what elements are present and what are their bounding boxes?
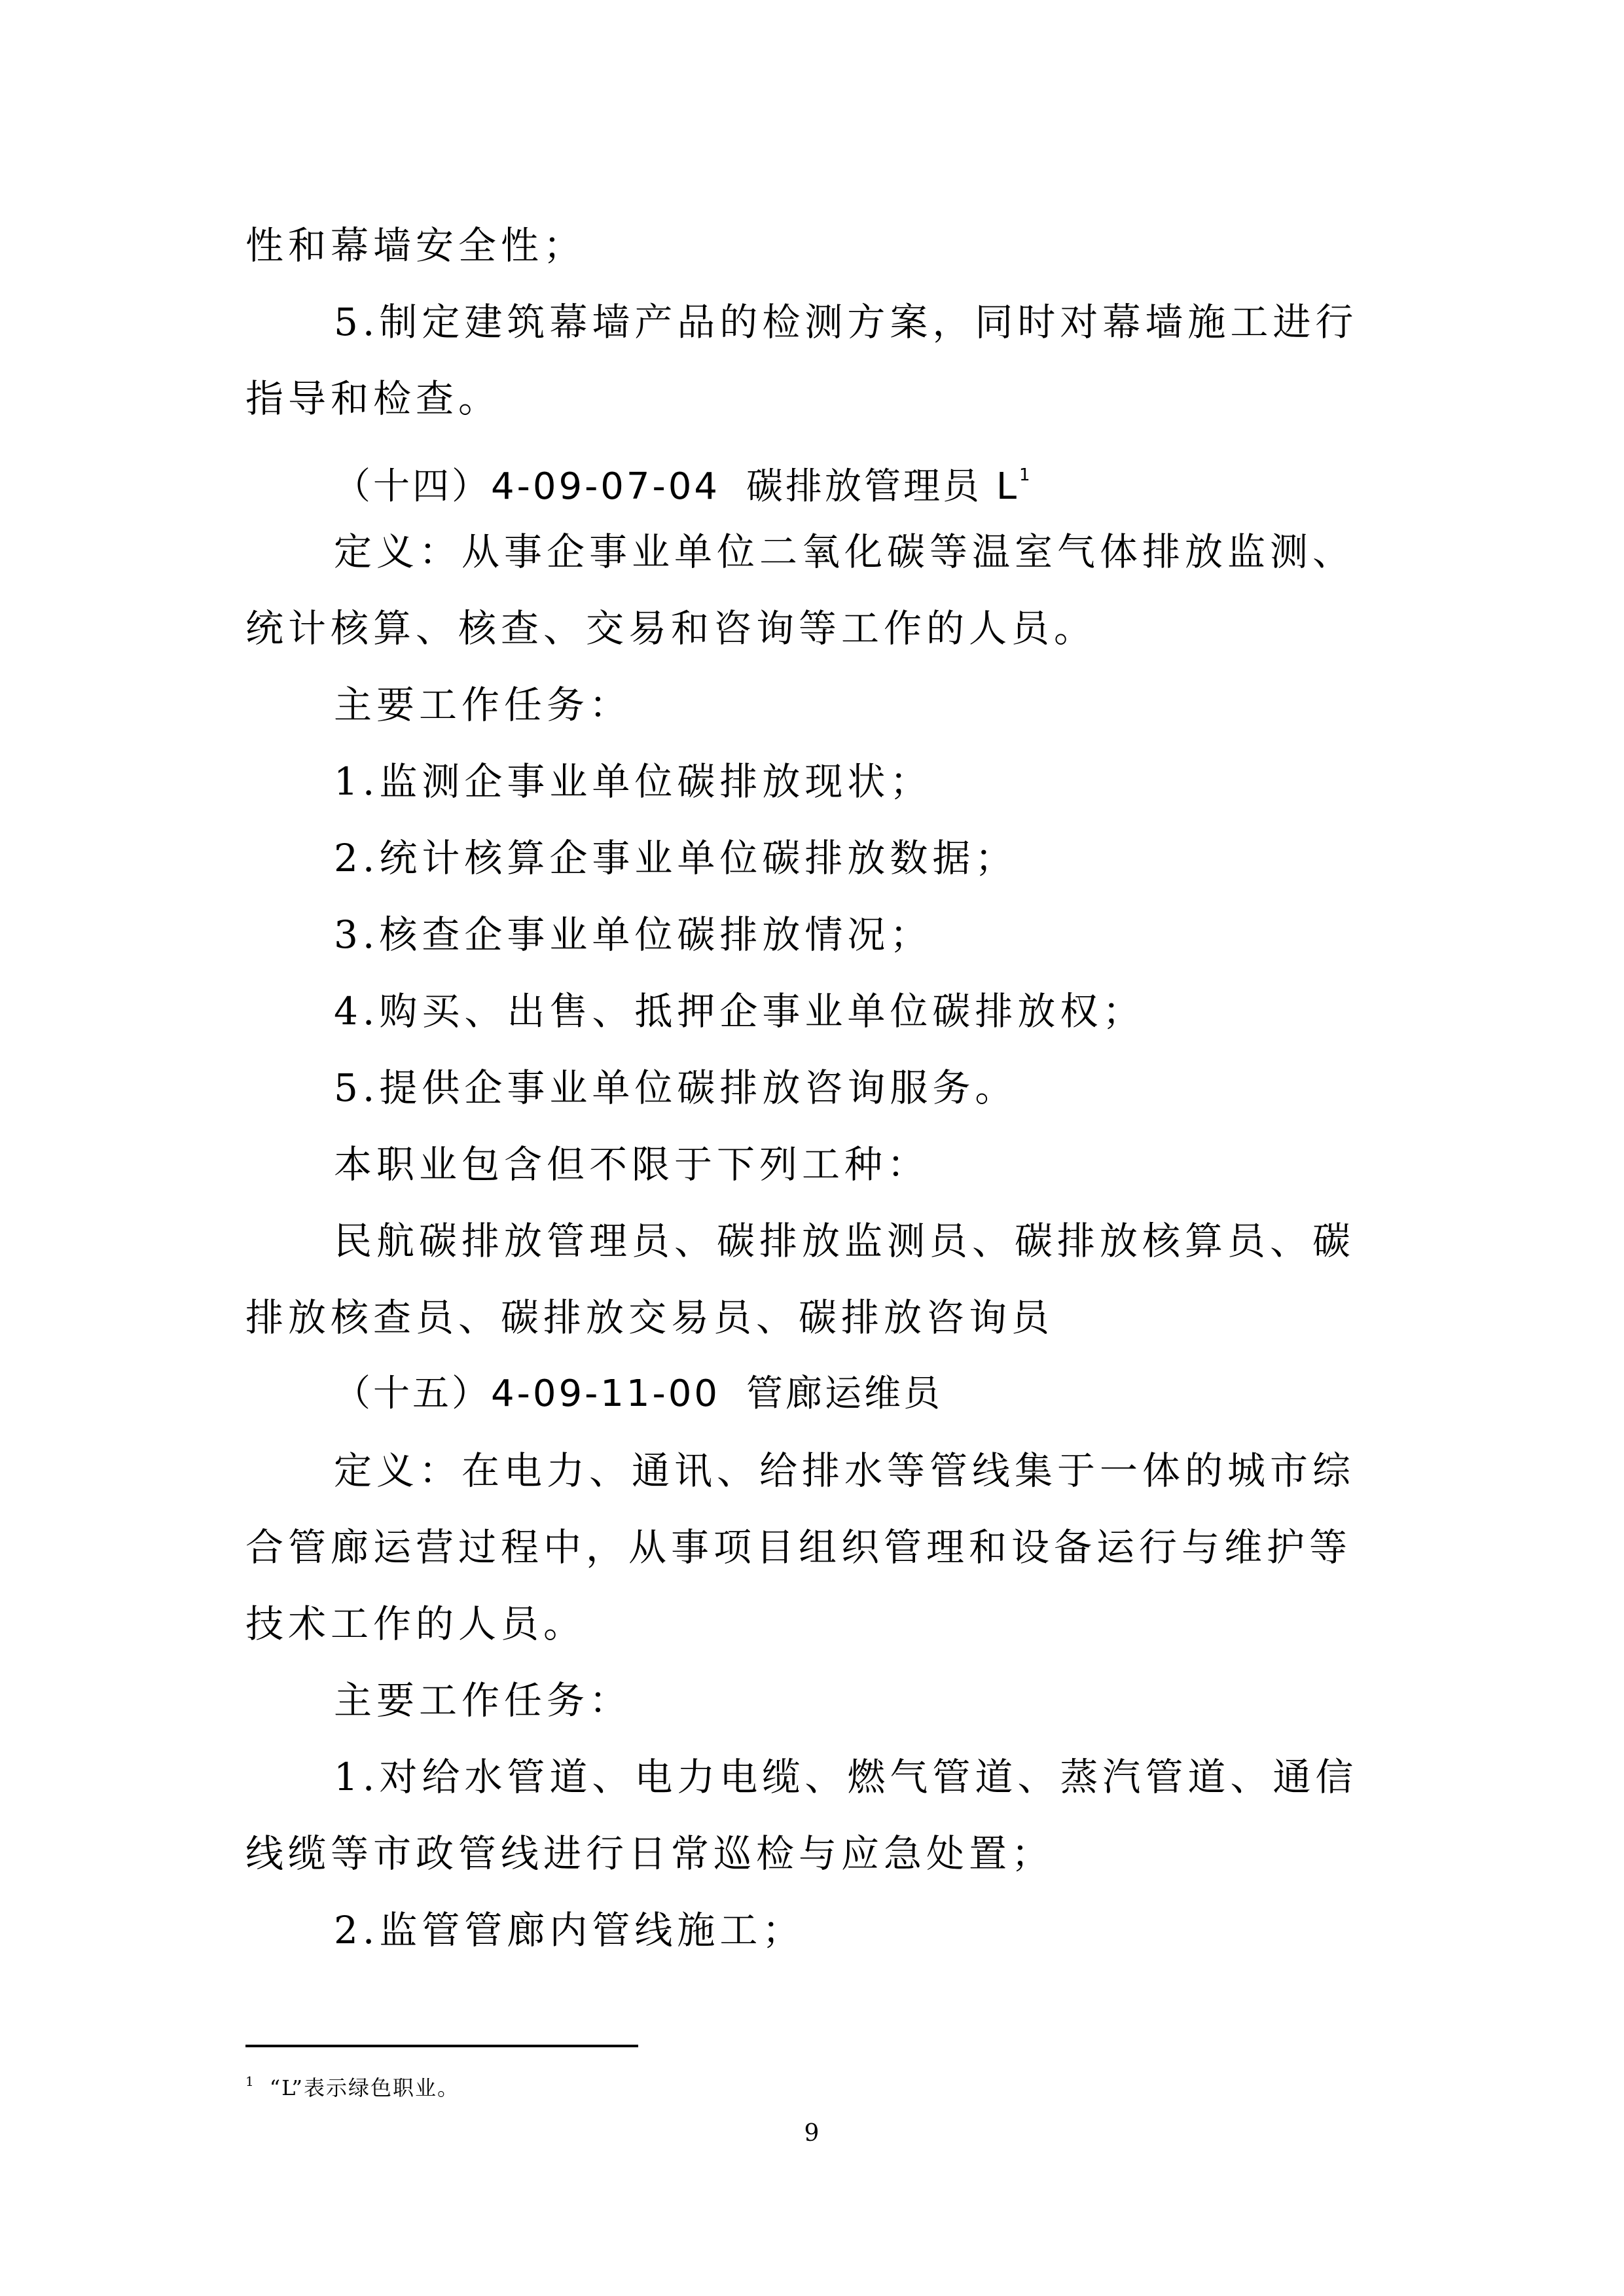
page-number: 9 — [804, 2120, 820, 2147]
body-line: 线缆等市政管线进行日常巡检与应急处置； — [245, 1831, 1055, 1876]
body-line: 4.购买、出售、抵押企事业单位碳排放权； — [334, 989, 1146, 1033]
body-line: 定义：在电力、通讯、给排水等管线集于一体的城市综 — [334, 1448, 1356, 1493]
section-heading-15 — [334, 1368, 943, 1420]
body-line: 本职业包含但不限于下列工种： — [334, 1142, 930, 1187]
occupation-title: 碳排放管理员 — [746, 465, 983, 508]
body-line: 定义：从事企事业单位二氧化碳等温室气体排放监测、 — [334, 529, 1356, 574]
body-line: 主要工作任务： — [334, 683, 632, 727]
body-line: 5.制定建筑幕墙产品的检测方案，同时对幕墙施工进行 — [334, 300, 1358, 344]
body-line: 统计核算、核查、交易和咨询等工作的人员。 — [245, 606, 1097, 651]
occupation-code: （十五）4-09-11-00 — [334, 1372, 721, 1415]
body-line: 技术工作的人员。 — [245, 1602, 586, 1646]
footnote-mark: 1 — [245, 2073, 255, 2089]
body-line: 合管廊运营过程中，从事项目组织管理和设备运行与维护等 — [245, 1525, 1352, 1570]
occupation-code: （十四）4-09-07-04 — [334, 465, 721, 508]
footnote-separator — [245, 2045, 638, 2047]
body-line: 2.统计核算企事业单位碳排放数据； — [334, 836, 1018, 880]
body-line: 2.监管管廊内管线施工； — [334, 1908, 805, 1952]
body-line: 1.对给水管道、电力电缆、燃气管道、蒸汽管道、通信 — [334, 1755, 1358, 1799]
footnote-reference: 1 — [1019, 465, 1030, 485]
body-line: 3.核查企事业单位碳排放情况； — [334, 912, 933, 957]
body-line: 5.提供企事业单位碳排放咨询服务。 — [334, 1066, 1018, 1110]
section-heading-14 — [334, 449, 1030, 513]
body-line: 指导和检查。 — [245, 376, 501, 421]
green-occupation-tag: L — [996, 465, 1020, 508]
footnote-text: “L”表示绿色职业。 — [269, 2075, 460, 2100]
body-line: 民航碳排放管理员、碳排放监测员、碳排放核算员、碳 — [334, 1219, 1356, 1263]
body-line: 性和幕墙安全性； — [245, 223, 586, 268]
footnote — [245, 2067, 460, 2102]
occupation-title: 管廊运维员 — [746, 1372, 943, 1415]
body-line: 排放核查员、碳排放交易员、碳排放咨询员 — [245, 1295, 1055, 1340]
body-line: 1.监测企事业单位碳排放现状； — [334, 759, 933, 804]
body-line: 主要工作任务： — [334, 1678, 632, 1723]
